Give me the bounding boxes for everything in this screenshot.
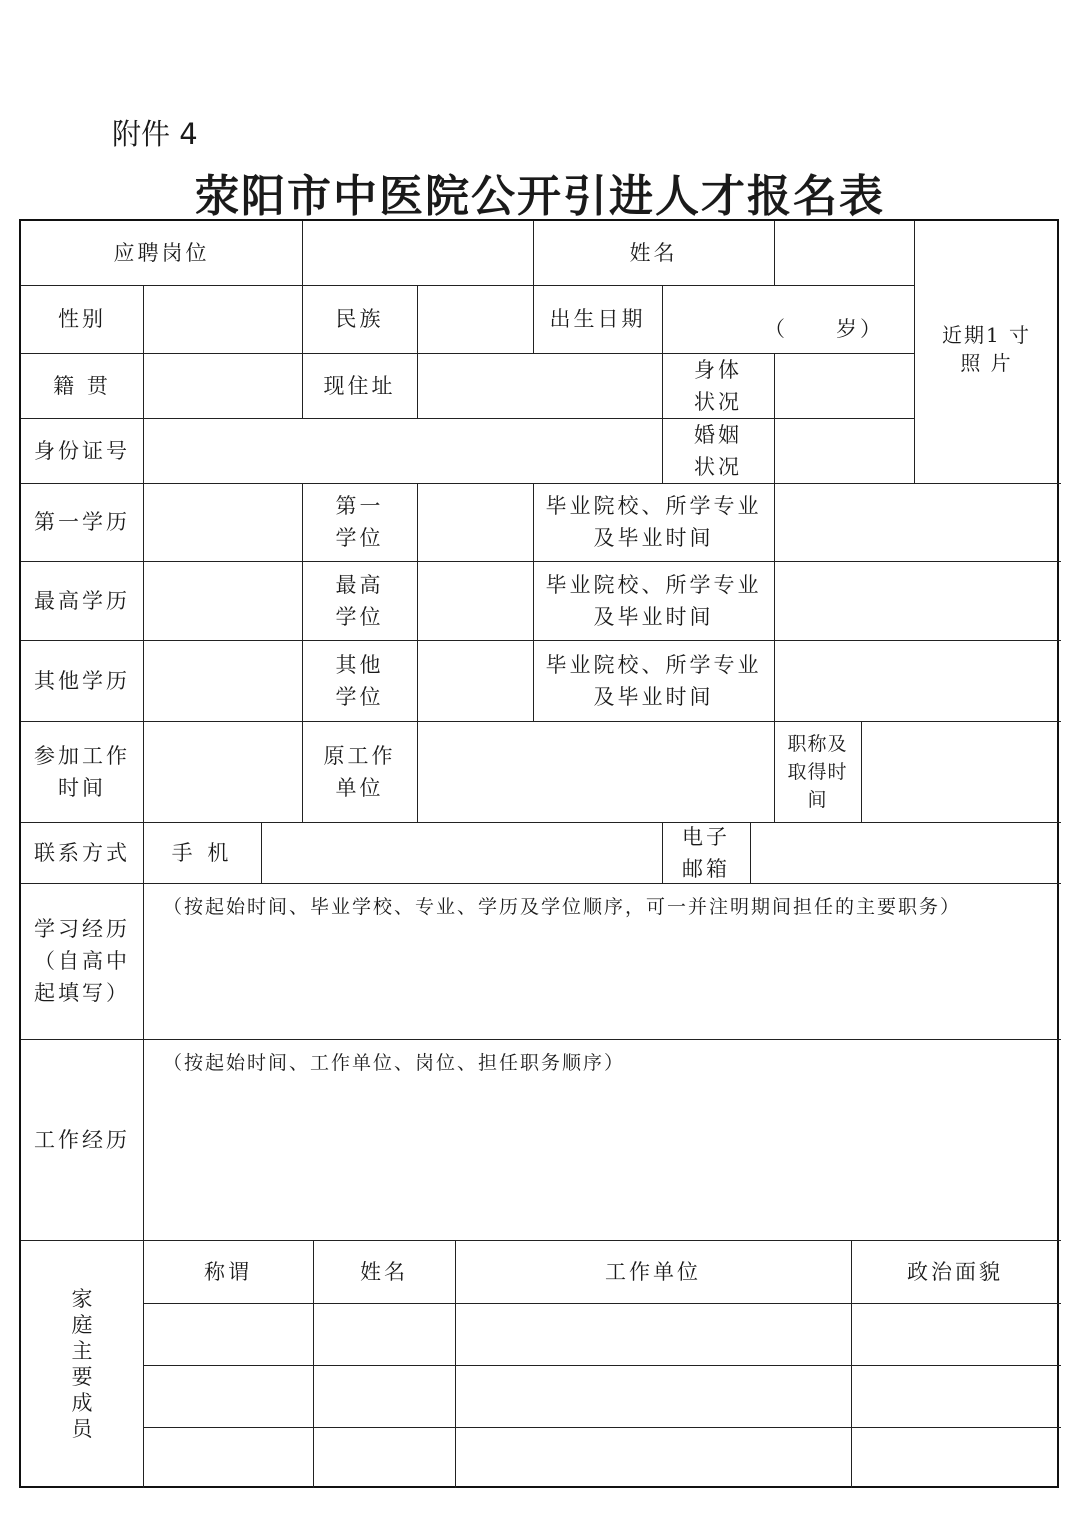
family-row-3-political-status[interactable] — [851, 1427, 1059, 1488]
title-time-field[interactable] — [861, 721, 1059, 822]
other-school-label: 毕业院校、所学专业 及毕业时间 — [545, 652, 762, 709]
highest-school-label: 毕业院校、所学专业 及毕业时间 — [545, 572, 762, 629]
study-history-hint: （按起始时间、毕业学校、专业、学历及学位顺序，可一并注明期间担任的主要职务） — [163, 896, 962, 918]
family-row-1-name[interactable] — [313, 1303, 455, 1365]
gender-label: 性别 — [58, 307, 106, 331]
marital-field[interactable] — [774, 418, 914, 483]
family-row-3-employer[interactable] — [455, 1427, 851, 1488]
family-row-1-relation[interactable] — [143, 1303, 313, 1365]
family-header-political-status: 政治面貌 — [907, 1259, 1003, 1284]
registration-form-table — [19, 219, 1059, 1488]
family-label: 家 庭 主 要 成 员 — [71, 1287, 93, 1441]
first-education-label: 第一学历 — [34, 510, 130, 534]
mobile-field[interactable] — [261, 822, 662, 883]
highest-school-field[interactable] — [774, 561, 1059, 640]
other-school-field[interactable] — [774, 640, 1059, 721]
other-education-field[interactable] — [143, 640, 302, 721]
family-header-relation: 称谓 — [204, 1259, 252, 1284]
work-history-hint: （按起始时间、工作单位、岗位、担任职务顺序） — [163, 1052, 626, 1074]
ethnicity-label: 民族 — [335, 307, 384, 331]
family-header-employer: 工作单位 — [605, 1259, 701, 1284]
work-history-field[interactable] — [143, 1039, 1059, 1240]
marital-label: 婚姻 状况 — [694, 422, 742, 479]
gender-field[interactable] — [143, 285, 302, 353]
family-row-3-relation[interactable] — [143, 1427, 313, 1488]
title-time-label: 职称及 取得时 间 — [787, 732, 848, 811]
name-label: 姓名 — [629, 241, 678, 265]
highest-education-label: 最高学历 — [34, 588, 130, 613]
work-start-label: 参加工作 时间 — [34, 743, 130, 800]
family-row-2-relation[interactable] — [143, 1365, 313, 1427]
attachment-label: 附件 4 — [112, 117, 198, 151]
first-school-label: 毕业院校、所学专业 及毕业时间 — [545, 494, 762, 550]
family-row-1-employer[interactable] — [455, 1303, 851, 1365]
study-history-label: 学习经历 （自高中 起填写） — [34, 917, 130, 1005]
age-suffix: （ 岁） — [764, 317, 884, 341]
position-field[interactable] — [302, 221, 533, 285]
highest-degree-label: 最高 学位 — [335, 572, 384, 629]
email-field[interactable] — [750, 822, 1059, 883]
current-address-field[interactable] — [417, 353, 662, 418]
family-header-name: 姓名 — [360, 1259, 408, 1284]
other-education-label: 其他学历 — [34, 668, 130, 693]
ethnicity-field[interactable] — [417, 285, 533, 353]
native-place-field[interactable] — [143, 353, 302, 418]
name-field[interactable] — [774, 221, 914, 285]
family-row-3-name[interactable] — [313, 1427, 455, 1488]
prev-employer-label: 原工作 单位 — [323, 743, 396, 800]
id-number-field[interactable] — [143, 418, 662, 483]
first-degree-label: 第一 学位 — [335, 494, 384, 550]
form-title: 荥阳市中医院公开引进人才报名表 — [195, 171, 885, 222]
other-degree-label: 其他 学位 — [335, 652, 384, 709]
work-history-label: 工作经历 — [34, 1127, 130, 1152]
contact-label: 联系方式 — [34, 840, 130, 865]
family-row-2-employer[interactable] — [455, 1365, 851, 1427]
mobile-label: 手 机 — [171, 840, 233, 865]
birth-date-field[interactable] — [662, 285, 914, 353]
family-row-2-political-status[interactable] — [851, 1365, 1059, 1427]
first-degree-field[interactable] — [417, 483, 533, 561]
position-label: 应聘岗位 — [113, 241, 210, 265]
email-label: 电子 邮箱 — [682, 824, 730, 881]
first-education-field[interactable] — [143, 483, 302, 561]
health-label: 身体 状况 — [694, 357, 742, 414]
native-place-label: 籍 贯 — [53, 373, 111, 398]
family-row-2-name[interactable] — [313, 1365, 455, 1427]
highest-education-field[interactable] — [143, 561, 302, 640]
work-start-field[interactable] — [143, 721, 302, 822]
prev-employer-field[interactable] — [417, 721, 774, 822]
id-number-label: 身份证号 — [34, 438, 130, 463]
birth-date-label: 出生日期 — [549, 307, 646, 331]
first-school-field[interactable] — [774, 483, 1059, 561]
study-history-field[interactable] — [143, 883, 1059, 1039]
highest-degree-field[interactable] — [417, 561, 533, 640]
photo-box[interactable]: 近期1 寸 照 片 — [941, 323, 1032, 375]
other-degree-field[interactable] — [417, 640, 533, 721]
current-address-label: 现住址 — [323, 373, 396, 398]
family-row-1-political-status[interactable] — [851, 1303, 1059, 1365]
health-field[interactable] — [774, 353, 914, 418]
